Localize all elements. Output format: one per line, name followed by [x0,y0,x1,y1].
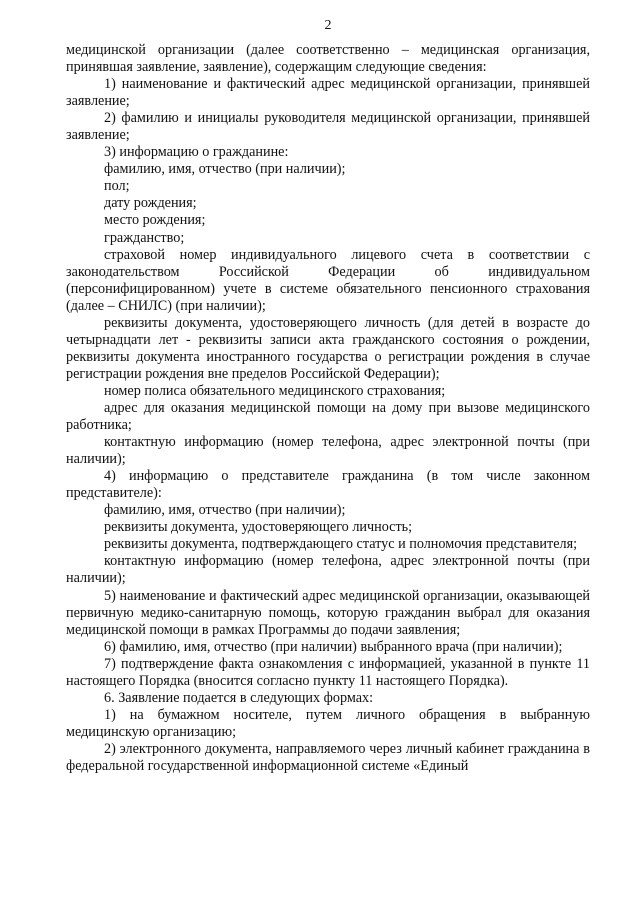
paragraph: 6) фамилию, имя, отчество (при наличии) выбранного врача (при наличии); [104,638,563,655]
paragraph: фамилию, имя, отчество (при наличии); [104,502,346,519]
paragraph: 3) информацию о гражданине: [104,144,289,161]
paragraph: адрес для оказания медицинской помощи на дому при вызове медицинского работника; [66,399,590,434]
paragraph: гражданство; [104,229,185,246]
paragraph: контактную информацию (номер телефона, адрес электронной почты (при наличии); [66,434,590,468]
paragraph: дату рождения; [104,195,197,212]
paragraph: 5) наименование и фактический адрес медицинской организации, оказывающей первичную медико-санитарную помощь, которую гражданин выбрал для оказания медицинской помощи в рамках Программы до подачи заявления; [66,587,590,638]
paragraph: реквизиты документа, удостоверяющего личность; [104,519,413,536]
paragraph: номер полиса обязательного медицинского страхования; [104,382,446,399]
paragraph: страховой номер индивидуального лицевого счета в соответствии с законодательством Российской Федерации об индивидуальном (персонифицированном) учете в системе обязательного пенсионного страхования (далее – СНИЛС) (при наличии); [66,246,590,314]
document-body [66,42,590,775]
page-number: 2 [324,18,332,33]
paragraph: пол; [104,178,130,195]
paragraph: 7) подтверждение факта ознакомления с информацией, указанной в пункте 11 настоящего Порядка (вносится согласно пункту 11 настоящего Порядка). [66,655,590,689]
paragraph: контактную информацию (номер телефона, адрес электронной почты (при наличии); [66,553,590,587]
paragraph: реквизиты документа, удостоверяющего личность (для детей в возрасте до четырнадцати лет - реквизиты записи акта гражданского состояния о рождении, реквизиты документа иностранного государства о регистрации рождения в случае регистрации рождения вне пределов Российской Федерации); [66,314,590,382]
paragraph: 4) информацию о представителе гражданина (в том числе законном представителе): [66,468,590,502]
paragraph: 1) наименование и фактический адрес медицинской организации, принявшей заявление; [66,76,590,110]
paragraph: реквизиты документа, подтверждающего статус и полномочия представителя; [104,536,578,553]
paragraph: место рождения; [104,212,206,229]
paragraph: 1) на бумажном носителе, путем личного обращения в выбранную медицинскую организацию; [66,706,590,740]
paragraph: медицинской организации (далее соответственно – медицинская организация, принявшая заявление, заявление), содержащим следующие сведения: [66,42,590,76]
paragraph: 6. Заявление подается в следующих формах: [104,689,374,706]
paragraph: 2) фамилию и инициалы руководителя медицинской организации, принявшей заявление; [66,110,590,144]
paragraph: 2) электронного документа, направляемого через личный кабинет гражданина в федеральной государственной информационной системе «Единый [66,740,590,774]
paragraph: фамилию, имя, отчество (при наличии); [104,161,346,178]
